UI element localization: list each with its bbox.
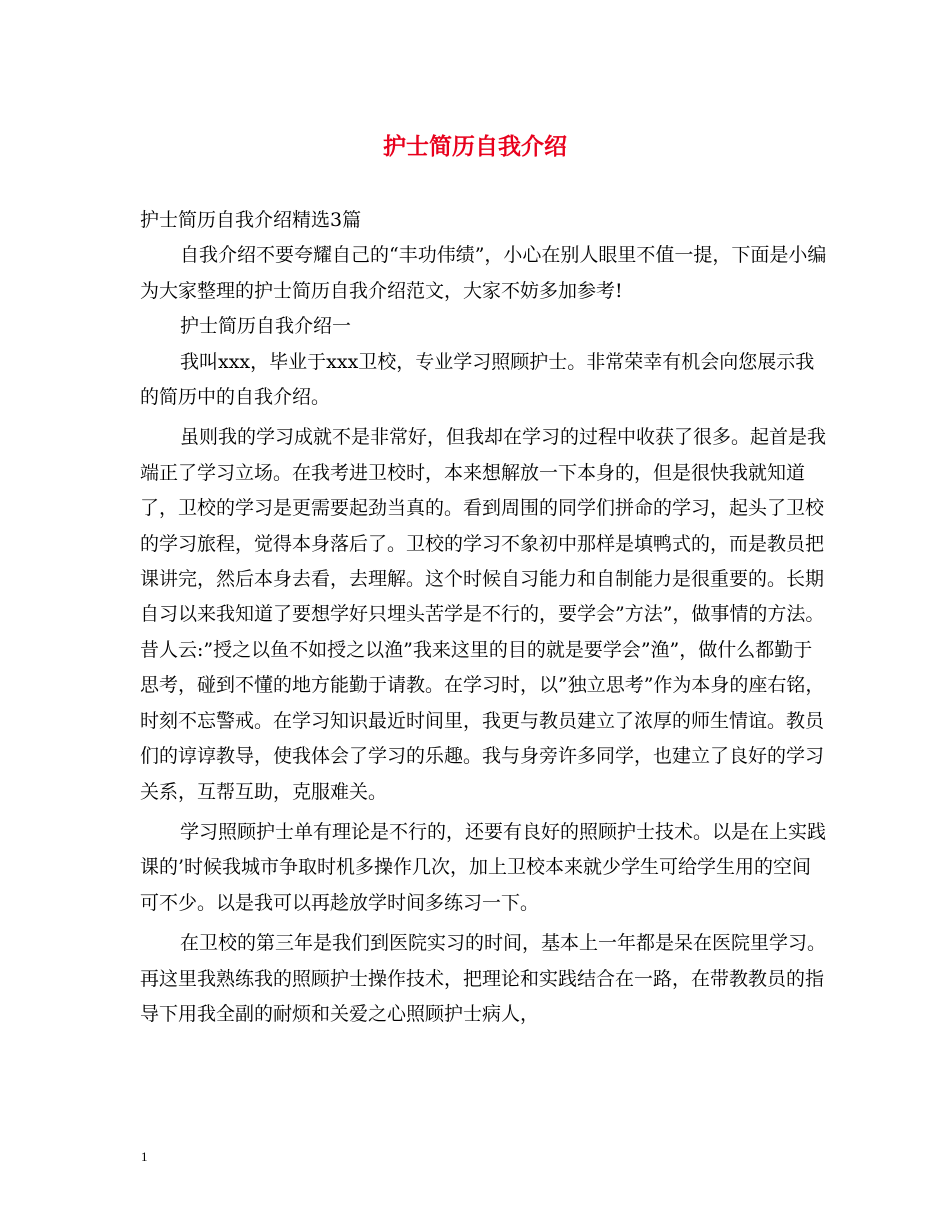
section-heading: 护士简历自我介绍一: [180, 315, 352, 338]
document-title: 护士简历自我介绍: [383, 133, 567, 160]
paragraph-self-intro: 我叫xxx，毕业于xxx卫校，专业学习照顾护士。非常荣幸有机会向您展示我的简历中的自我介绍。: [140, 350, 815, 409]
document-body: [140, 203, 830, 1032]
page-number: 1: [141, 1149, 148, 1164]
document-subtitle: 护士简历自我介绍精选3篇: [140, 209, 362, 231]
paragraph-internship: 在卫校的第三年是我们到医院实习的时间，基本上一年都是呆在医院里学习。再这里我熟练我的照顾护士操作技术，把理论和实践结合在一路，在带教教员的指导下用我全副的耐烦和关爱之心照顾护士病人，: [140, 932, 827, 1025]
paragraph-study: 虽则我的学习成就不是非常好，但我却在学习的过程中收获了很多。起首是我端正了学习立场。在我考进卫校时，本来想解放一下本身的，但是很快我就知道了，卫校的学习是更需要起劲当真的。看到周围的同学们拼命的学习，起头了卫校的学习旅程，觉得本身落后了。卫校的学习不象初中那样是填鸭式的，而是教员把课讲完，然后本身去看，去理解。这个时候自习能力和自制能力是很重要的。长期自习以来我知道了要想学好只埋头苦学是不行的，要学会”方法”，做事情的方法。昔人云:”授之以鱼不如授之以渔”我来这里的目的就是要学会”渔”，做什么都勤于思考，碰到不懂的地方能勤于请教。在学习时，以”独立思考”作为本身的座右铭，时刻不忘警戒。在学习知识最近时间里，我更与教员建立了浓厚的师生情谊。教员们的谆谆教导，使我体会了学习的乐趣。我与身旁许多同学，也建立了良好的学习关系，互帮互助，克服难关。: [140, 426, 827, 803]
paragraph-practice: 学习照顾护士单有理论是不行的，还要有良好的照顾护士技术。以是在上实践课的’时候我城市争取时机多操作几次，加上卫校本来就少学生可给学生用的空间可不少。以是我可以再趁放学时间多练习一下。: [140, 820, 827, 914]
paragraph-intro: 自我介绍不要夸耀自己的“丰功伟绩”，小心在别人眼里不值一提，下面是小编为大家整理的护士简历自我介绍范文，大家不妨多加参考!: [140, 244, 827, 302]
